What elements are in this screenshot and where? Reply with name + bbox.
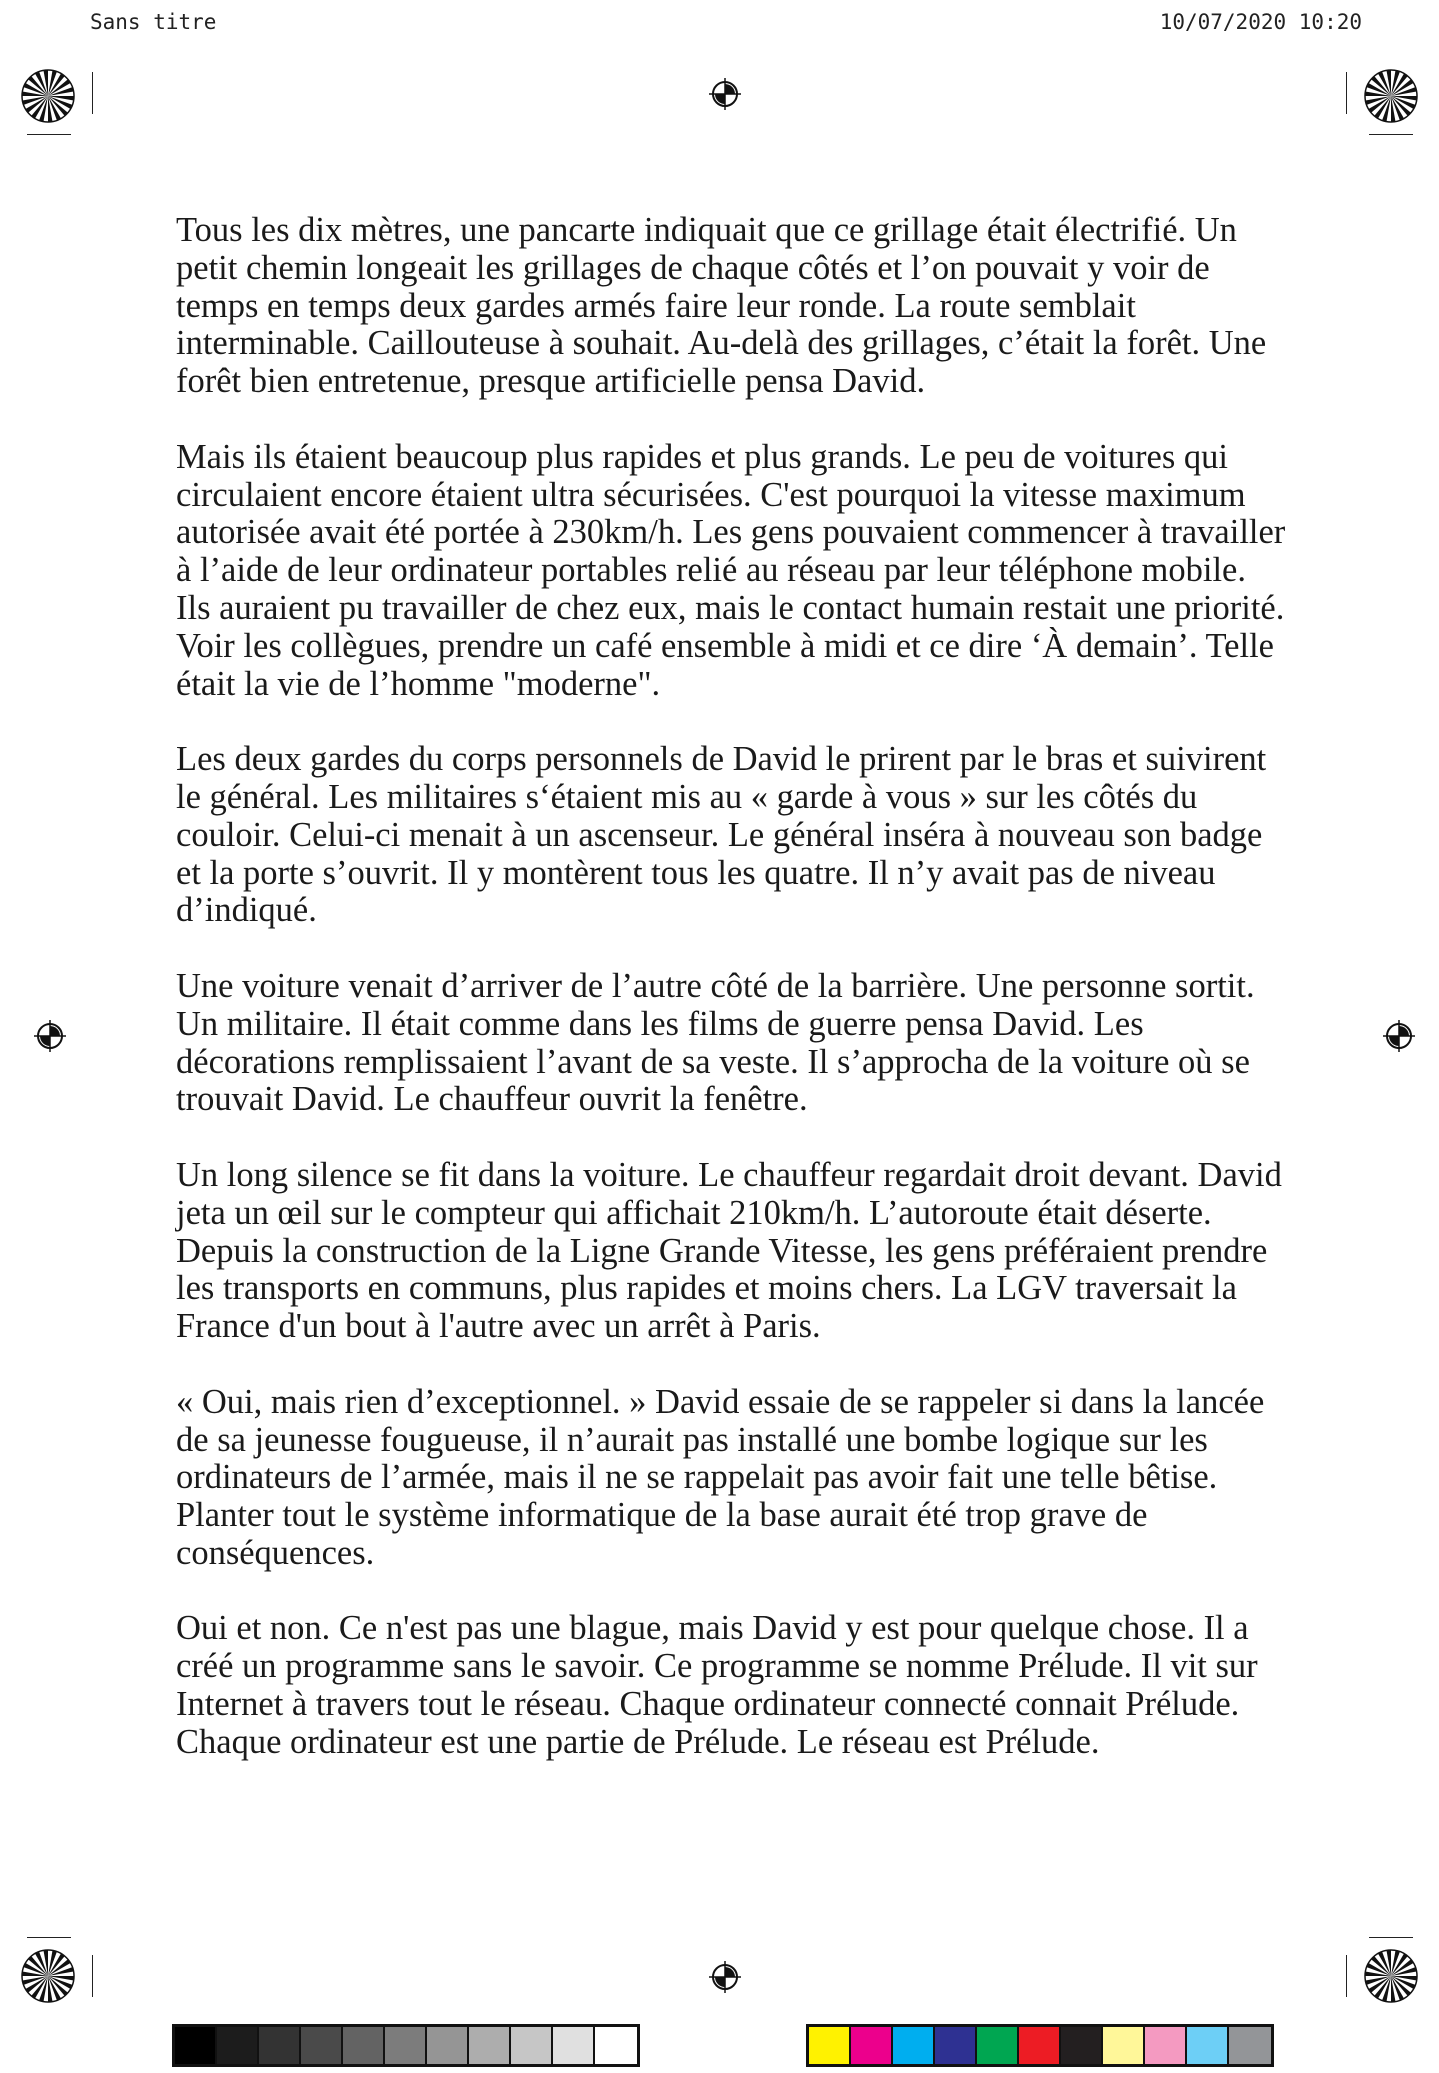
starburst-mark-bottom-right-icon — [1363, 1948, 1419, 2004]
paragraph: Oui et non. Ce n'est pas une blague, mais David y est pour quelque chose. Il a créé un programme sans le savoir. Ce programme se nomme Prélude. Il vit sur Internet à travers tout le réseau. Chaque ordinateur connecté connait Prélude. Chaque ordinateur est une partie de Prélude. Le réseau est Prélude. — [176, 1609, 1258, 1761]
starburst-mark-top-left-icon — [20, 68, 76, 124]
registration-mark-right-icon — [1382, 1019, 1416, 1053]
crop-line-bottom-left-h — [27, 1937, 71, 1938]
color-swatch — [935, 2027, 977, 2064]
gray-swatch — [469, 2027, 511, 2064]
crop-line-bottom-right-v — [1346, 1955, 1347, 1997]
color-swatch — [1229, 2027, 1271, 2064]
crop-line-bottom-right-h — [1369, 1937, 1413, 1938]
process-color-bar — [806, 2024, 1274, 2067]
crop-line-top-right-h — [1369, 134, 1413, 135]
gray-swatch — [301, 2027, 343, 2064]
registration-mark-top-icon — [708, 77, 742, 111]
color-swatch — [851, 2027, 893, 2064]
gray-swatch — [217, 2027, 259, 2064]
color-swatch — [809, 2027, 851, 2064]
paragraph: Les deux gardes du corps personnels de David le prirent par le bras et suivirent le général. Les militaires s‘étaient mis au « garde à vous » sur les côtés du couloir. Celui-ci menait à un ascenseur. Le général inséra à nouveau son badge et la porte s’ouvrit. Il y montèrent tous les quatre. Il n’y avait pas de niveau d’indiqué. — [176, 740, 1267, 930]
gray-swatch — [595, 2027, 637, 2064]
color-swatch — [1103, 2027, 1145, 2064]
paragraph: Une voiture venait d’arriver de l’autre côté de la barrière. Une personne sortit. Un militaire. Il était comme dans les films de guerre pensa David. Les décorations remplissaient l’avant de sa veste. Il s’approcha de la voiture où se trouvait David. Le chauffeur ouvrit la fenêtre. — [176, 966, 1255, 1119]
gray-swatch — [343, 2027, 385, 2064]
paragraph: Tous les dix mètres, une pancarte indiquait que ce grillage était électrifié. Un petit chemin longeait les grillages de chaque côtés et l’on pouvait y voir de temps en temps deux gardes armés faire leur ronde. La route semblait interminable. Caillouteuse à souhait. Au-delà des grillages, c’était la forêt. Une forêt bien entretenue, presque artificielle pensa David. — [176, 211, 1267, 401]
gray-swatch — [511, 2027, 553, 2064]
paragraph: Mais ils étaient beaucoup plus rapides et plus grands. Le peu de voitures qui circulaient encore étaient ultra sécurisées. C'est pourquoi la vitesse maximum autorisée avait été portée à 230km/h. Les gens pouvaient commencer à travailler à l’aide de leur ordinateur portables relié au réseau par leur téléphone mobile. Ils auraient pu travailler de chez eux, mais le contact humain restait une priorité. Voir les collègues, prendre un café ensemble à midi et ce dire ‘À demain’. Telle était la vie de l’homme "moderne". — [176, 437, 1286, 703]
body-text — [176, 212, 1286, 1799]
gray-swatch — [385, 2027, 427, 2064]
paragraph: Un long silence se fit dans la voiture. Le chauffeur regardait droit devant. David jeta un œil sur le compteur qui affichait 210km/h. L’autoroute était déserte. Depuis la construction de la Ligne Grande Vitesse, les gens préféraient prendre les transports en communs, plus rapides et moins chers. La LGV traversait la France d'un bout à l'autre avec un arrêt à Paris. — [176, 1155, 1282, 1346]
crop-line-top-left-v — [92, 72, 93, 114]
color-swatch — [1187, 2027, 1229, 2064]
color-swatch — [1061, 2027, 1103, 2064]
crop-line-top-right-v — [1346, 72, 1347, 114]
gray-swatch — [259, 2027, 301, 2064]
crop-line-top-left-h — [27, 134, 71, 135]
color-swatch — [977, 2027, 1019, 2064]
gray-swatch — [427, 2027, 469, 2064]
document-title: Sans titre — [90, 10, 217, 34]
starburst-mark-bottom-left-icon — [20, 1948, 76, 2004]
color-swatch — [1019, 2027, 1061, 2064]
registration-mark-bottom-icon — [708, 1960, 742, 1994]
starburst-mark-top-right-icon — [1363, 68, 1419, 124]
grayscale-color-bar — [172, 2024, 640, 2067]
gray-swatch — [175, 2027, 217, 2064]
crop-line-bottom-left-v — [92, 1955, 93, 1997]
gray-swatch — [553, 2027, 595, 2064]
registration-mark-left-icon — [33, 1019, 67, 1053]
color-swatch — [893, 2027, 935, 2064]
color-swatch — [1145, 2027, 1187, 2064]
paragraph: « Oui, mais rien d’exceptionnel. » David essaie de se rappeler si dans la lancée de sa jeunesse fougueuse, il n’aurait pas installé une bombe logique sur les ordinateurs de l’armée, mais il ne se rappelait pas avoir fait une telle bêtise. Planter tout le système informatique de la base aurait été trop grave de conséquences. — [176, 1382, 1265, 1572]
print-timestamp: 10/07/2020 10:20 — [1159, 10, 1362, 34]
